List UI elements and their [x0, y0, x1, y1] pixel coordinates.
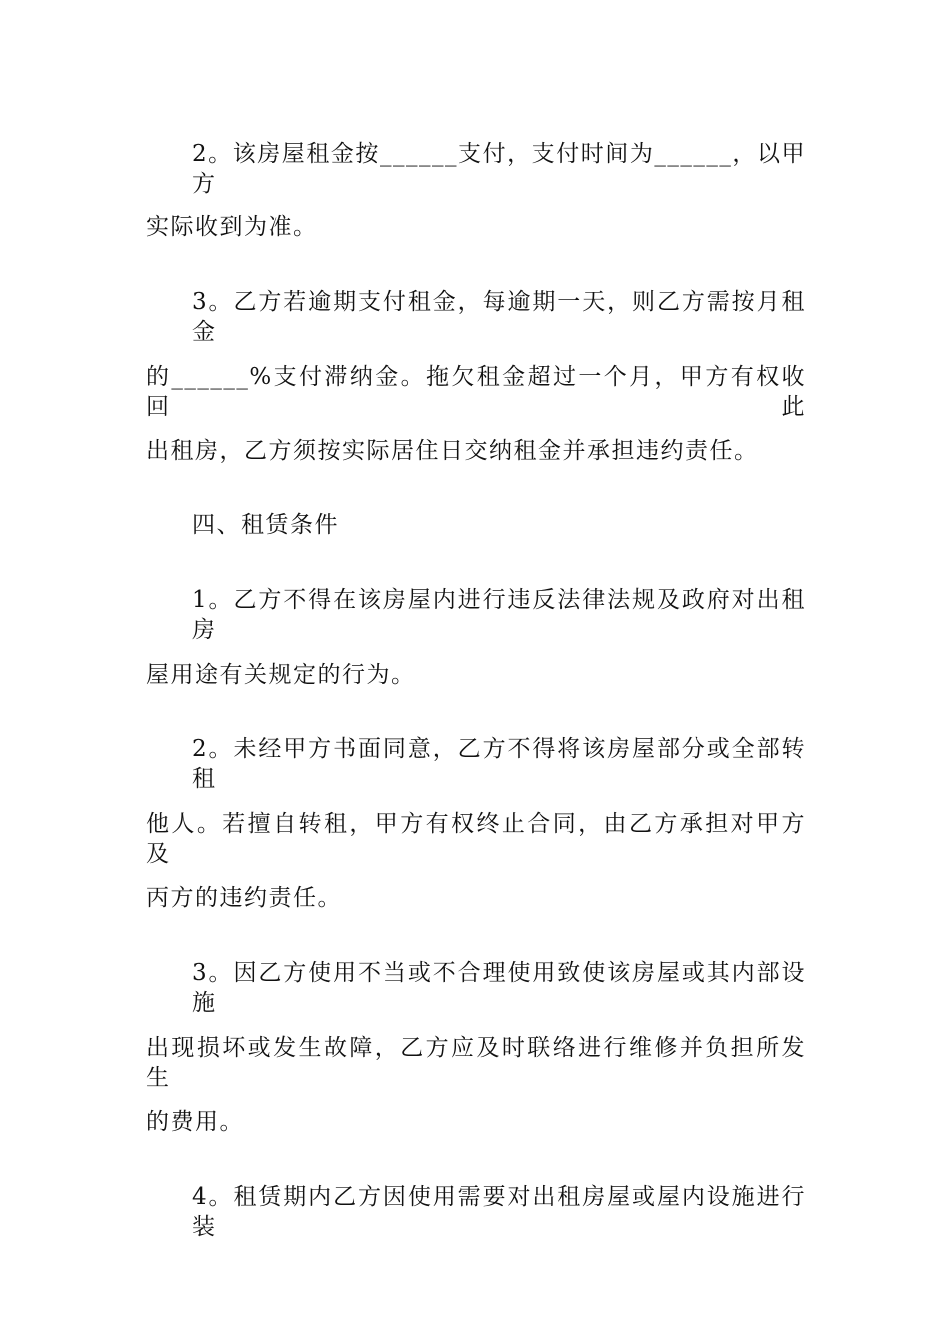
text-line: 3。乙方若逾期支付租金，每逾期一天，则乙方需按月租金: [192, 289, 806, 345]
text-line: 1。乙方不得在该房屋内进行违反法律法规及政府对出租房: [192, 587, 806, 643]
section-heading: 四、租赁条件: [192, 512, 339, 538]
text-line: 2。未经甲方书面同意，乙方不得将该房屋部分或全部转租: [192, 736, 806, 792]
text-line: 他人。若擅自转租，甲方有权终止合同，由乙方承担对甲方及: [146, 811, 806, 867]
text-line: 丙方的违约责任。: [146, 885, 342, 911]
text-line: 的费用。: [146, 1109, 244, 1135]
text-line: 出租房，乙方须按实际居住日交纳租金并承担违约责任。: [146, 438, 759, 464]
text-line: 出现损坏或发生故障，乙方应及时联络进行维修并负担所发生: [146, 1035, 806, 1091]
text-line: 2。该房屋租金按______支付，支付时间为______，以甲方: [192, 141, 806, 197]
text-line: 3。因乙方使用不当或不合理使用致使该房屋或其内部设施: [192, 960, 806, 1016]
text-line: 实际收到为准。: [146, 214, 318, 240]
text-line: 屋用途有关规定的行为。: [146, 662, 416, 688]
text-line: 的______%支付滞纳金。拖欠租金超过一个月，甲方有权收回此: [146, 364, 806, 420]
text-line: 4。租赁期内乙方因使用需要对出租房屋或屋内设施进行装: [192, 1184, 806, 1240]
